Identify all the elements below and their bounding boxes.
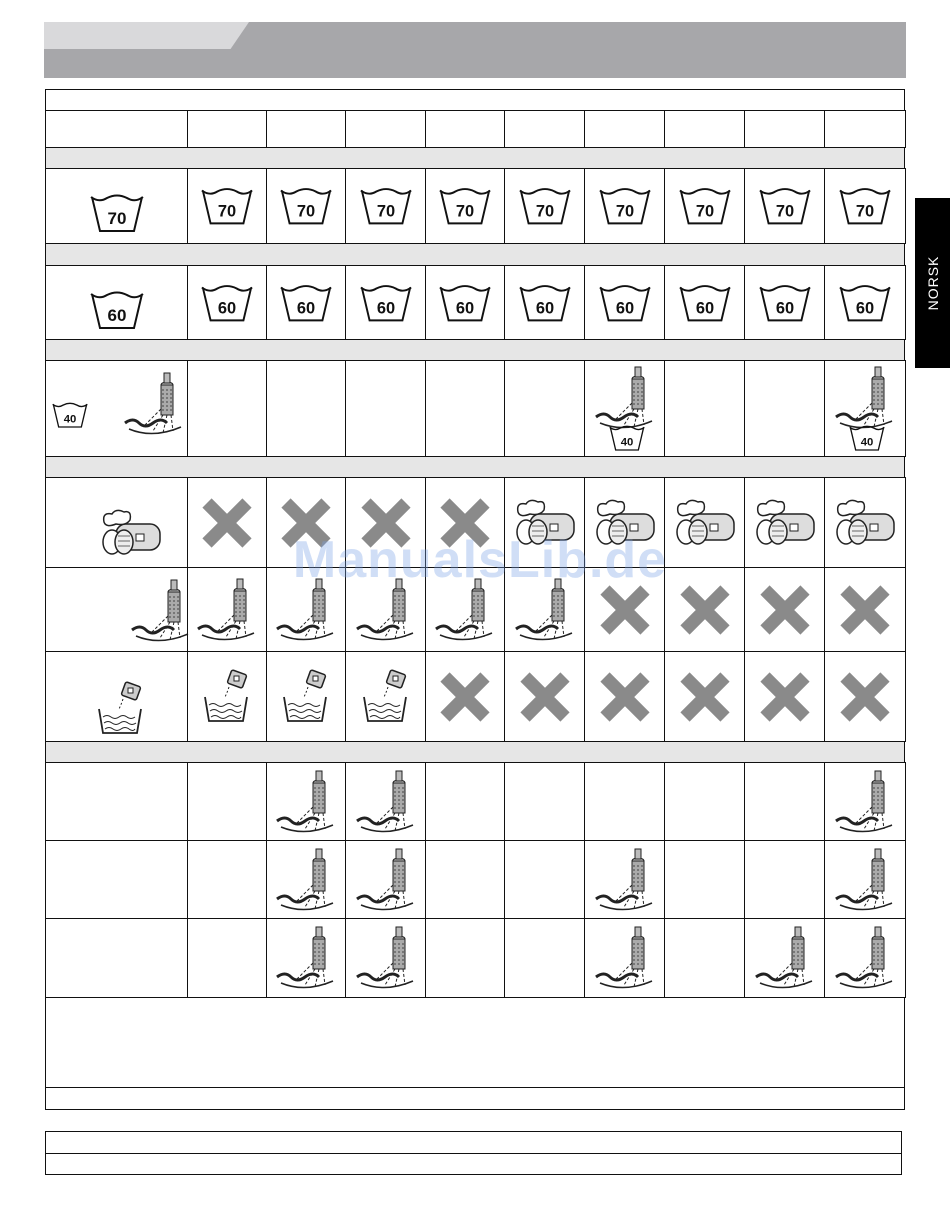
wash-tub-icon xyxy=(836,184,894,228)
wash-tub-icon xyxy=(756,281,814,325)
symbol-cell xyxy=(266,567,346,652)
spray-icon xyxy=(752,923,818,993)
symbol-cell xyxy=(664,918,745,998)
section-band xyxy=(45,339,905,361)
spray-icon xyxy=(273,923,339,993)
not-allowed-cross-icon xyxy=(837,582,893,638)
tumble-dryer-icon xyxy=(98,508,164,558)
spray-icon xyxy=(194,575,260,645)
symbol-cell xyxy=(584,651,665,742)
section-band xyxy=(45,243,905,266)
symbol-cell xyxy=(345,360,426,457)
symbol-cell xyxy=(824,265,906,340)
symbol-cell xyxy=(187,840,267,919)
symbol-cell xyxy=(345,840,426,919)
table-header-cell xyxy=(664,110,745,148)
wash-tub-icon xyxy=(516,184,574,228)
symbol-cell xyxy=(345,168,426,244)
svg-text:60: 60 xyxy=(455,299,475,318)
symbol-cell xyxy=(824,918,906,998)
not-allowed-cross-icon xyxy=(757,669,813,725)
wash-tub-icon xyxy=(357,281,415,325)
symbol-cell xyxy=(266,265,346,340)
symbol-cell xyxy=(187,762,267,841)
symbol-cell xyxy=(664,360,745,457)
symbol-cell xyxy=(425,567,505,652)
wash-tub-icon xyxy=(87,190,147,236)
table-header-cell xyxy=(504,110,585,148)
wash-tub-icon xyxy=(596,184,654,228)
legend-box-row xyxy=(45,1153,902,1175)
symbol-cell xyxy=(824,762,906,841)
symbol-cell xyxy=(504,651,585,742)
wash-tub-icon xyxy=(198,184,256,228)
svg-text:60: 60 xyxy=(695,299,714,318)
symbol-cell xyxy=(425,265,505,340)
symbol-cell xyxy=(187,651,267,742)
symbol-cell xyxy=(744,762,825,841)
svg-text:70: 70 xyxy=(775,202,794,221)
not-allowed-cross-icon xyxy=(757,582,813,638)
bleach-basin-icon xyxy=(199,669,255,725)
symbol-cell xyxy=(187,567,267,652)
table-header-cell xyxy=(45,110,188,148)
legend-box-row xyxy=(45,1131,902,1154)
svg-text:60: 60 xyxy=(107,305,126,325)
row-label-cell xyxy=(45,840,188,919)
spray-icon xyxy=(832,923,898,993)
bleach-basin-icon xyxy=(358,669,414,725)
spray-icon xyxy=(353,575,419,645)
wash-tub-icon xyxy=(676,281,734,325)
row-label-cell xyxy=(45,477,188,568)
svg-text:70: 70 xyxy=(695,202,714,221)
symbol-cell xyxy=(266,360,346,457)
spray-icon xyxy=(592,923,658,993)
symbol-cell xyxy=(504,918,585,998)
svg-text:60: 60 xyxy=(775,299,794,318)
symbol-cell xyxy=(584,567,665,652)
not-allowed-cross-icon xyxy=(677,669,733,725)
svg-text:60: 60 xyxy=(296,299,316,318)
table-header-cell xyxy=(584,110,665,148)
table-blank-row xyxy=(45,89,905,111)
not-allowed-cross-icon xyxy=(437,495,493,551)
symbol-cell xyxy=(187,360,267,457)
tumble-dryer-icon xyxy=(672,498,738,548)
not-allowed-cross-icon xyxy=(837,669,893,725)
symbol-cell xyxy=(266,918,346,998)
svg-text:60: 60 xyxy=(855,299,875,318)
wash-tub-icon xyxy=(676,184,734,228)
table-header-cell xyxy=(187,110,267,148)
symbol-cell xyxy=(824,840,906,919)
symbol-cell xyxy=(425,840,505,919)
symbol-cell xyxy=(584,840,665,919)
not-allowed-cross-icon xyxy=(278,495,334,551)
spray-icon xyxy=(832,845,898,915)
symbol-cell xyxy=(744,265,825,340)
watermark: ManualsLib.de xyxy=(292,531,668,589)
row-label-cell xyxy=(45,265,188,340)
svg-text:70: 70 xyxy=(217,202,237,221)
symbol-cell xyxy=(584,762,665,841)
table-foot-row xyxy=(45,1087,905,1110)
spray-icon xyxy=(592,845,658,915)
table-header-cell xyxy=(824,110,906,148)
svg-text:40: 40 xyxy=(860,436,874,449)
symbol-cell xyxy=(266,651,346,742)
svg-text:40: 40 xyxy=(620,436,633,449)
svg-text:70: 70 xyxy=(535,202,554,221)
symbol-cell xyxy=(266,477,346,568)
symbol-cell xyxy=(584,168,665,244)
symbol-cell xyxy=(584,360,665,457)
symbol-cell xyxy=(504,567,585,652)
svg-text:70: 70 xyxy=(615,202,634,221)
svg-text:40: 40 xyxy=(63,413,77,426)
symbol-cell xyxy=(345,567,426,652)
symbol-cell xyxy=(345,477,426,568)
symbol-cell xyxy=(425,651,505,742)
table-header-cell xyxy=(744,110,825,148)
wash-tub-icon xyxy=(87,287,147,333)
wash-tub-icon xyxy=(436,184,494,228)
wash-tub-icon xyxy=(198,281,256,325)
row-label-cell xyxy=(45,762,188,841)
symbol-cell xyxy=(345,762,426,841)
svg-text:70: 70 xyxy=(376,202,395,221)
not-allowed-cross-icon xyxy=(597,669,653,725)
svg-text:60: 60 xyxy=(615,299,634,318)
symbol-cell xyxy=(824,567,906,652)
symbol-cell xyxy=(584,918,665,998)
svg-text:70: 70 xyxy=(107,209,126,229)
table-header-cell xyxy=(266,110,346,148)
section-band xyxy=(45,147,905,169)
section-band xyxy=(45,741,905,763)
symbol-cell xyxy=(744,840,825,919)
symbol-cell xyxy=(504,168,585,244)
symbol-cell xyxy=(824,168,906,244)
symbol-cell xyxy=(504,477,585,568)
symbol-cell xyxy=(664,762,745,841)
symbol-cell xyxy=(345,651,426,742)
symbol-cell xyxy=(584,265,665,340)
svg-text:70: 70 xyxy=(855,202,875,221)
wash-tub-icon xyxy=(357,184,415,228)
spray-icon xyxy=(353,845,419,915)
symbol-cell xyxy=(504,840,585,919)
wash-tub-icon xyxy=(756,184,814,228)
symbol-cell xyxy=(664,168,745,244)
not-allowed-cross-icon xyxy=(199,495,255,551)
symbol-cell xyxy=(425,477,505,568)
spray-icon xyxy=(512,575,578,645)
row-label-cell xyxy=(45,651,188,742)
not-allowed-cross-icon xyxy=(597,582,653,638)
symbol-cell xyxy=(345,265,426,340)
wash-tub-icon xyxy=(836,281,894,325)
symbol-cell xyxy=(584,477,665,568)
table-header-cell xyxy=(345,110,426,148)
symbol-cell xyxy=(425,360,505,457)
wash-tub-icon xyxy=(436,281,494,325)
symbol-cell xyxy=(425,918,505,998)
bleach-basin-icon xyxy=(93,681,149,737)
svg-text:70: 70 xyxy=(455,202,475,221)
spray-icon xyxy=(353,923,419,993)
symbol-cell xyxy=(744,651,825,742)
symbol-cell xyxy=(664,567,745,652)
spray-icon xyxy=(353,767,419,837)
svg-text:60: 60 xyxy=(535,299,554,318)
wash-tub-icon xyxy=(50,399,90,431)
wash-tub-icon xyxy=(277,281,335,325)
symbol-cell xyxy=(504,360,585,457)
symbol-cell xyxy=(744,360,825,457)
symbol-cell xyxy=(744,168,825,244)
spray-icon xyxy=(273,845,339,915)
tumble-dryer-icon xyxy=(592,498,658,548)
wash-tub-icon xyxy=(277,184,335,228)
symbol-cell xyxy=(425,168,505,244)
symbol-cell xyxy=(664,477,745,568)
spray-icon xyxy=(123,369,185,439)
spray-icon xyxy=(128,576,194,646)
row-label-cell xyxy=(45,918,188,998)
section-band xyxy=(45,456,905,478)
symbol-cell xyxy=(744,567,825,652)
not-allowed-cross-icon xyxy=(677,582,733,638)
symbol-cell xyxy=(744,918,825,998)
table-notes-row xyxy=(45,997,905,1088)
spray-icon xyxy=(432,575,498,645)
wash-tub-icon xyxy=(607,423,647,453)
symbol-cell xyxy=(824,477,906,568)
spray-icon xyxy=(832,767,898,837)
tumble-dryer-icon xyxy=(512,498,578,548)
svg-text:70: 70 xyxy=(296,202,316,221)
row-label-cell xyxy=(45,360,188,457)
symbol-cell xyxy=(345,918,426,998)
symbol-cell xyxy=(187,265,267,340)
symbol-cell xyxy=(664,265,745,340)
tumble-dryer-icon xyxy=(752,498,818,548)
side-tab-label: NORSK xyxy=(924,255,941,311)
symbol-cell xyxy=(504,265,585,340)
symbol-cell xyxy=(824,651,906,742)
spray-icon xyxy=(273,767,339,837)
bleach-basin-icon xyxy=(278,669,334,725)
symbol-cell xyxy=(664,840,745,919)
symbol-cell xyxy=(664,651,745,742)
symbol-cell xyxy=(187,918,267,998)
symbol-cell xyxy=(425,762,505,841)
symbol-cell xyxy=(824,360,906,457)
symbol-cell xyxy=(744,477,825,568)
tumble-dryer-icon xyxy=(832,498,898,548)
wash-tub-icon xyxy=(847,423,887,453)
row-label-cell xyxy=(45,168,188,244)
not-allowed-cross-icon xyxy=(437,669,493,725)
symbol-cell xyxy=(266,762,346,841)
wash-tub-icon xyxy=(596,281,654,325)
spray-icon xyxy=(273,575,339,645)
symbol-cell xyxy=(266,840,346,919)
symbol-cell xyxy=(187,168,267,244)
svg-text:60: 60 xyxy=(376,299,395,318)
svg-text:60: 60 xyxy=(217,299,237,318)
not-allowed-cross-icon xyxy=(358,495,414,551)
not-allowed-cross-icon xyxy=(517,669,573,725)
symbol-cell xyxy=(504,762,585,841)
row-label-cell xyxy=(45,567,188,652)
symbol-cell xyxy=(187,477,267,568)
table-header-cell xyxy=(425,110,505,148)
symbol-cell xyxy=(266,168,346,244)
wash-tub-icon xyxy=(516,281,574,325)
